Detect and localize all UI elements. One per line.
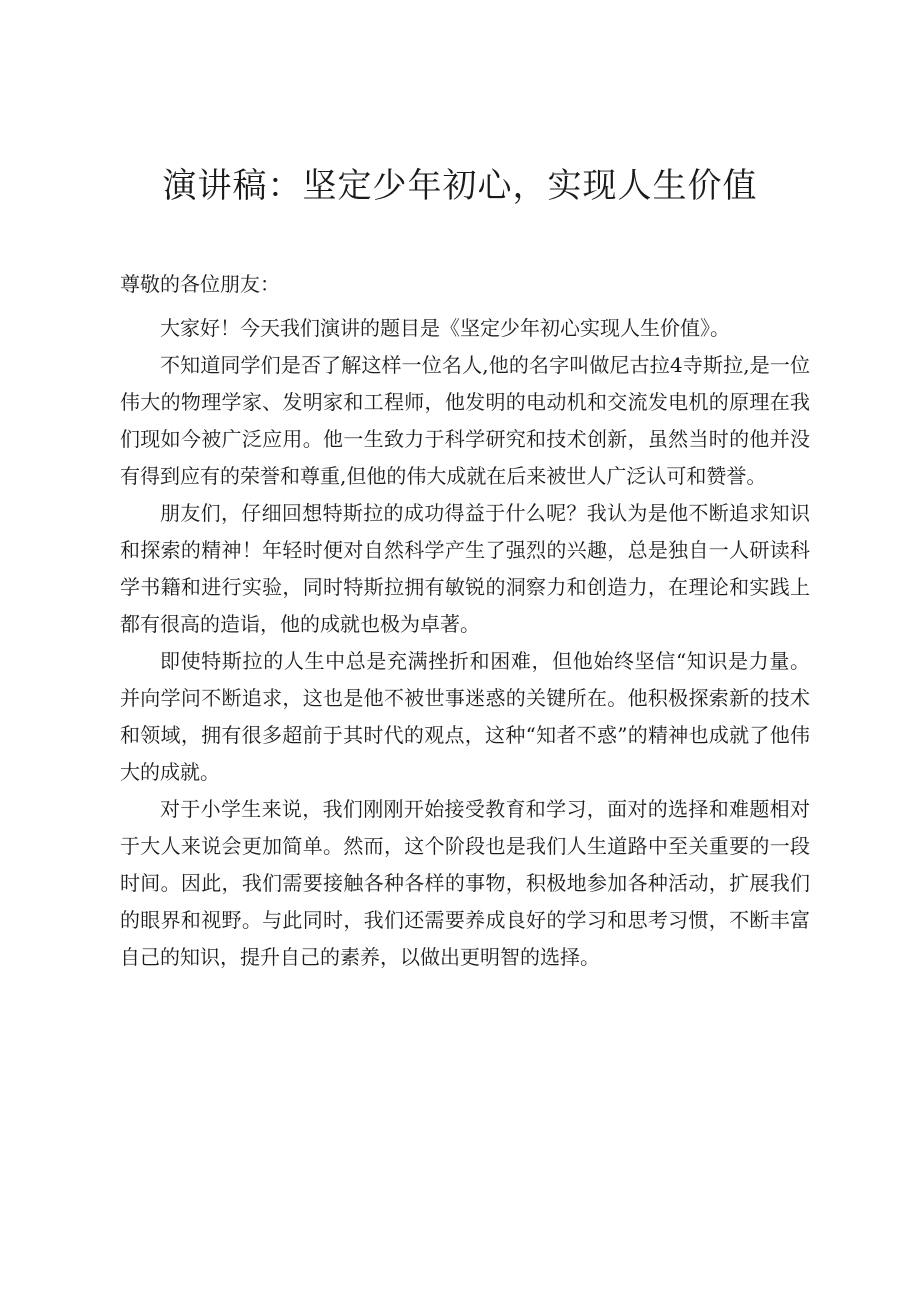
paragraph-tesla-success: 朋友们，仔细回想特斯拉的成功得益于什么呢？我认为是他不断追求知识和探索的精神！年轻时便对自然科学产生了强烈的兴趣，总是独自一人研读科学书籍和进行实验，同时特斯拉拥有敏锐的洞察力和创造力，在理论和实践上都有很高的造诣，他的成就也极为卓著。 bbox=[120, 501, 810, 636]
speech-body bbox=[120, 310, 810, 976]
paragraph-tesla-intro: 不知道同学们是否了解这样一位名人,他的名字叫做尼古拉4寺斯拉,是一位伟大的物理学家、发明家和工程师，他发明的电动机和交流发电机的原理在我们现如今被广泛应用。他一生致力于科学研究和技术创新，虽然当时的他并没有得到应有的荣誉和尊重,但他的伟大成就在后来被世人广泛认可和赞誉。 bbox=[120, 353, 810, 488]
page-title: 演讲稿：坚定少年初心，实现人生价值 bbox=[162, 166, 758, 206]
paragraph-students: 对于小学生来说，我们刚刚开始接受教育和学习，面对的选择和难题相对于大人来说会更加简单。然而，这个阶段也是我们人生道路中至关重要的一段时间。因此，我们需要接触各种各样的事物，积极地参加各种活动，扩展我们的眼界和视野。与此同时，我们还需要养成良好的学习和思考习惯，不断丰富自己的知识，提升自己的素养，以做出更明智的选择。 bbox=[120, 797, 810, 969]
paragraph-greeting: 大家好！今天我们演讲的题目是《坚定少年初心实现人生价值》。 bbox=[160, 316, 730, 340]
paragraph-tesla-belief: 即使特斯拉的人生中总是充满挫折和困难，但他始终坚信“知识是力量。并向学问不断追求，这也是他不被世事迷惑的关键所在。他积极探索新的技术和领域，拥有很多超前于其时代的观点，这种“知者不惑”的精神也成就了他伟大的成就。 bbox=[120, 649, 810, 784]
salutation: 尊敬的各位朋友： bbox=[120, 272, 280, 296]
